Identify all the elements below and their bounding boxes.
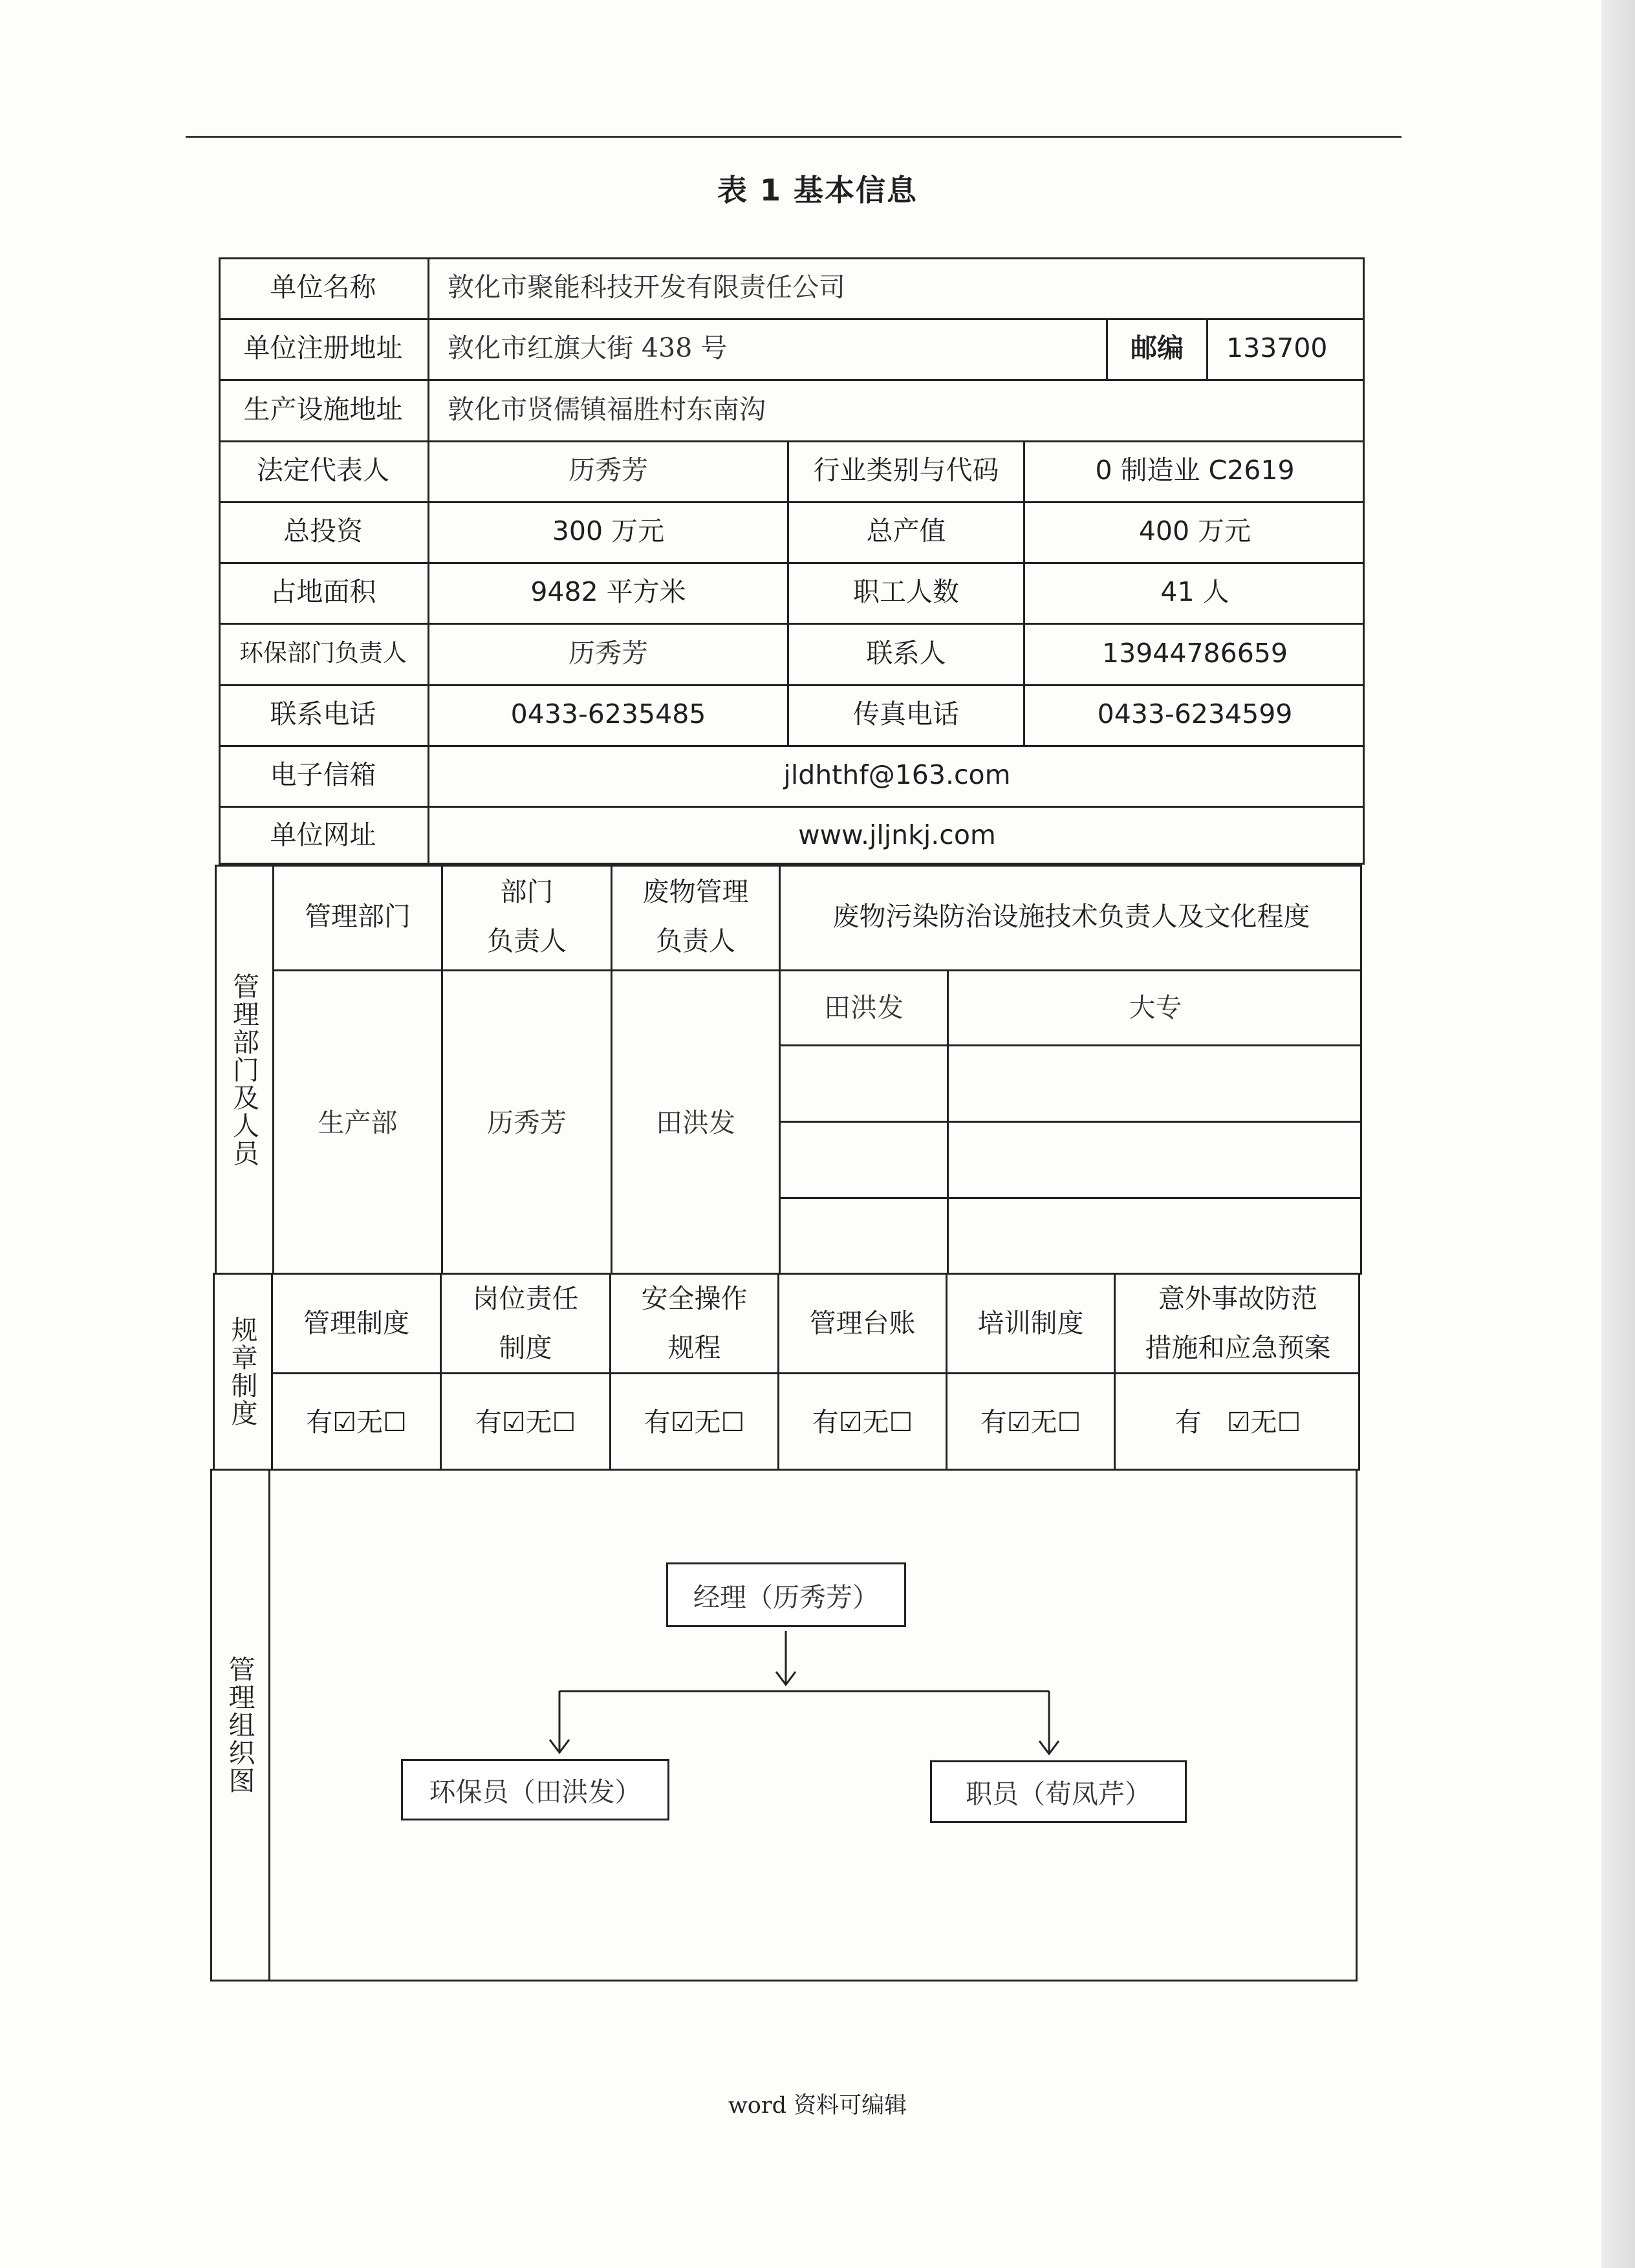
management-side-label: 管理部门及人员 — [228, 972, 259, 1167]
org-node-staff: 职员（荀凤芹） — [930, 1760, 1187, 1823]
footer-note: word 资料可编辑 — [728, 2093, 907, 2119]
rule-header-2-line2: 制度 — [499, 1332, 552, 1363]
org-node-manager: 经理（历秀芳） — [666, 1562, 906, 1627]
fax-label: 传真电话 — [853, 698, 959, 730]
contact-label: 联系人 — [866, 637, 946, 669]
industry-label: 行业类别与代码 — [813, 455, 999, 486]
header-tech: 废物污染防治设施技术负责人及文化程度 — [832, 901, 1310, 933]
rule-value-2: 有☑无☐ — [475, 1406, 576, 1438]
rule-header-3-line1: 安全操作 — [641, 1282, 748, 1314]
rule-value-1: 有☑无☐ — [306, 1406, 407, 1438]
phone-value: 0433-6235485 — [510, 698, 706, 730]
dept-value: 生产部 — [318, 1107, 398, 1138]
header-waste-head-line1: 废物管理 — [642, 876, 749, 908]
email-label: 电子信箱 — [270, 759, 376, 791]
rule-value-4: 有☑无☐ — [812, 1406, 913, 1438]
industry-value: 0 制造业 C2619 — [1095, 455, 1295, 486]
output-value: 400 万元 — [1138, 515, 1251, 547]
rule-header-3-line2: 规程 — [667, 1332, 721, 1363]
prod-address-label: 生产设施地址 — [243, 393, 403, 425]
contact-value: 13944786659 — [1102, 637, 1288, 669]
header-dept-head-line2: 负责人 — [487, 925, 567, 956]
legal-rep-value: 历秀芳 — [568, 455, 648, 486]
reg-address-value: 敦化市红旗大街 438 号 — [448, 332, 728, 364]
rule-value-3: 有☑无☐ — [644, 1406, 745, 1438]
rule-header-2-line1: 岗位责任 — [472, 1282, 579, 1314]
legal-rep-label: 法定代表人 — [257, 455, 389, 486]
rule-header-6-line2: 措施和应急预案 — [1145, 1332, 1331, 1363]
org-chart-side-label: 管理组织图 — [224, 1656, 255, 1795]
investment-label: 总投资 — [283, 515, 363, 547]
header-dept: 管理部门 — [305, 901, 411, 933]
rule-header-6-line1: 意外事故防范 — [1158, 1282, 1317, 1314]
reg-address-label: 单位注册地址 — [243, 332, 403, 364]
header-waste-head-line2: 负责人 — [656, 925, 735, 956]
rule-value-6: 有 ☑无☐ — [1175, 1406, 1301, 1438]
rule-value-5: 有☑无☐ — [980, 1406, 1081, 1438]
page-title: 表 1 基本信息 — [717, 173, 918, 208]
email-value: jldhthf@163.com — [783, 759, 1011, 791]
rules-side-label: 规章制度 — [226, 1316, 258, 1427]
org-node-env-officer: 环保员（田洪发） — [401, 1759, 669, 1820]
waste-head-value: 田洪发 — [656, 1107, 735, 1138]
tech-edu-1: 大专 — [1129, 991, 1182, 1023]
area-value: 9482 平方米 — [530, 576, 686, 608]
website-value: www.jljnkj.com — [798, 819, 996, 850]
rule-header-1: 管理制度 — [303, 1307, 409, 1339]
postcode-value: 133700 — [1226, 332, 1328, 364]
phone-label: 联系电话 — [270, 698, 376, 730]
investment-value: 300 万元 — [552, 515, 665, 547]
tech-name-1: 田洪发 — [824, 991, 904, 1023]
dept-head-value: 历秀芳 — [487, 1107, 567, 1138]
fax-value: 0433-6234599 — [1097, 698, 1293, 730]
postcode-label: 邮编 — [1131, 332, 1184, 364]
area-label: 占地面积 — [270, 576, 376, 608]
prod-address-value: 敦化市贤儒镇福胜村东南沟 — [448, 393, 766, 425]
staff-value: 41 人 — [1160, 576, 1229, 608]
website-label: 单位网址 — [270, 819, 376, 850]
unit-name-label: 单位名称 — [270, 272, 376, 303]
env-head-value: 历秀芳 — [568, 637, 648, 669]
env-head-label: 环保部门负责人 — [239, 639, 407, 667]
rule-header-5: 培训制度 — [977, 1307, 1084, 1339]
output-label: 总产值 — [866, 515, 946, 547]
staff-label: 职工人数 — [853, 576, 959, 608]
header-dept-head-line1: 部门 — [500, 876, 554, 908]
rule-header-4: 管理台账 — [809, 1307, 916, 1339]
unit-name-value: 敦化市聚能科技开发有限责任公司 — [448, 272, 845, 303]
